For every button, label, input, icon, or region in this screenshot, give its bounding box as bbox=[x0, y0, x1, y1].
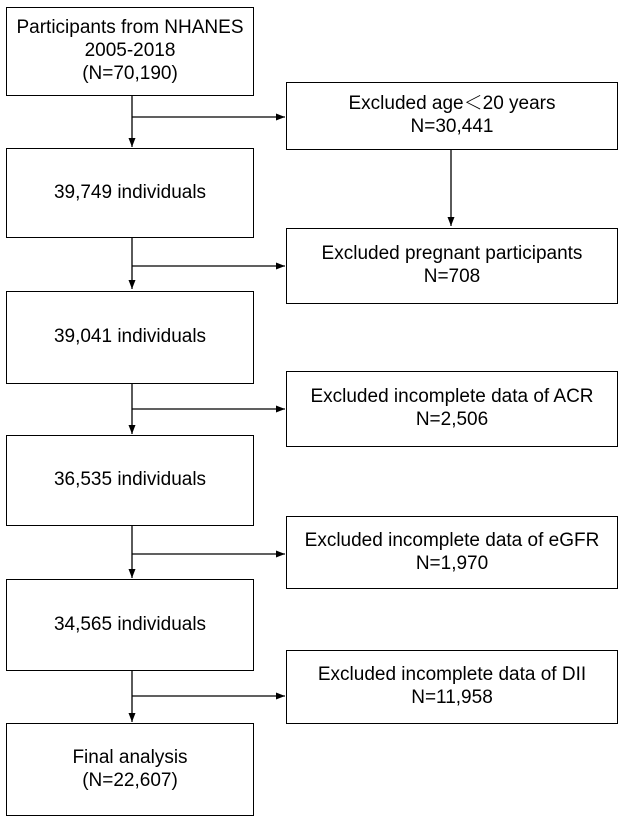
exclusion-box-dii bbox=[286, 650, 618, 724]
individuals-box-1 bbox=[6, 148, 254, 238]
participants-line-1: Participants from NHANES bbox=[16, 17, 244, 39]
exclusion-dii-count: N=11,958 bbox=[411, 687, 493, 708]
final-analysis-line-1: Final analysis bbox=[72, 746, 188, 768]
exclusion-pregnant-count: N=708 bbox=[423, 266, 481, 287]
individuals-box-2 bbox=[6, 291, 254, 384]
individuals-box-2-text: 39,041 individuals bbox=[53, 326, 207, 348]
exclusion-egfr-count: N=1,970 bbox=[415, 552, 489, 574]
individuals-box-4 bbox=[6, 579, 254, 671]
participants-line-3: (N=70,190) bbox=[82, 62, 178, 84]
individuals-box-3-text: 36,535 individuals bbox=[53, 469, 207, 491]
exclusion-age-reason: Excluded age＜20 years bbox=[348, 93, 556, 115]
individuals-box-4-text: 34,565 individuals bbox=[53, 613, 207, 635]
participants-box bbox=[6, 7, 254, 96]
exclusion-dii-reason: Excluded incomplete data of DII bbox=[317, 664, 587, 686]
exclusion-box-age bbox=[286, 82, 618, 150]
exclusion-box-pregnant bbox=[286, 228, 618, 304]
exclusion-age-count: N=30,441 bbox=[410, 116, 494, 137]
final-analysis-box bbox=[6, 723, 254, 816]
participants-line-2: 2005-2018 bbox=[84, 40, 176, 62]
exclusion-pregnant-reason: Excluded pregnant participants bbox=[321, 243, 583, 265]
final-analysis-line-2: (N=22,607) bbox=[82, 769, 178, 791]
exclusion-egfr-reason: Excluded incomplete data of eGFR bbox=[304, 529, 600, 551]
exclusion-acr-count: N=2,506 bbox=[415, 409, 489, 430]
individuals-box-1-text: 39,749 individuals bbox=[53, 181, 207, 203]
exclusion-box-acr bbox=[286, 371, 618, 447]
individuals-box-3 bbox=[6, 435, 254, 526]
exclusion-box-egfr bbox=[286, 516, 618, 589]
exclusion-acr-reason: Excluded incomplete data of ACR bbox=[310, 386, 594, 408]
